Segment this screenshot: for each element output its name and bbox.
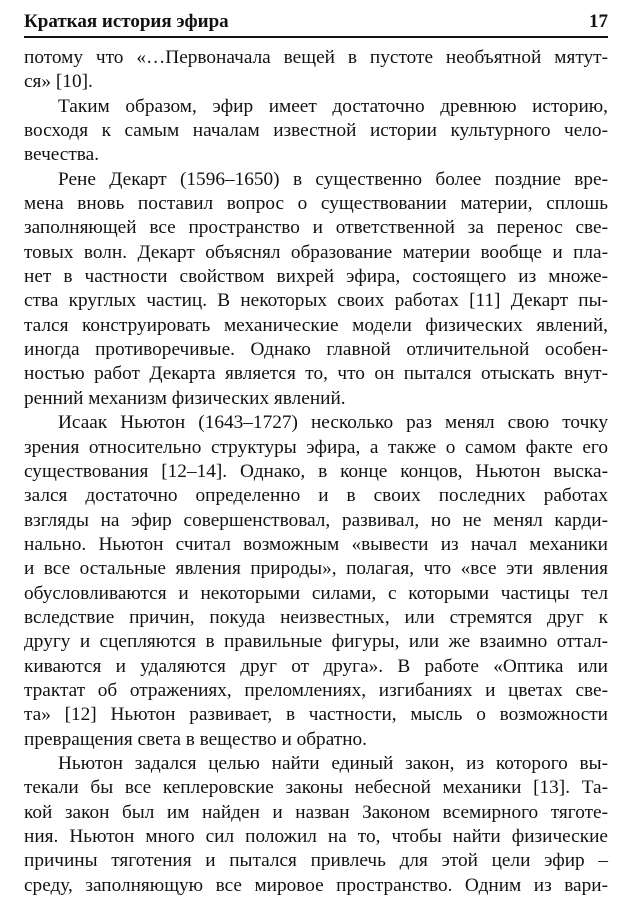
text-line: зался достаточно определенно и в своих последних работах — [24, 485, 608, 507]
text-line: Исаак Ньютон (1643–1727) несколько раз менял свою точку — [58, 412, 608, 434]
text-line: и все остальные явления природы», полагая, что «все эти явления — [24, 558, 608, 580]
text-line: обусловливаются и некоторыми силами, с которыми частицы тел — [24, 582, 608, 604]
text-line: восходя к самым началам известной истории культурного чело- — [24, 120, 608, 142]
text-line: взгляды на эфир совершенствовал, развивал, но не менял карди- — [24, 509, 608, 531]
text-line: ния. Ньютон много сил положил на то, чтобы найти физические — [24, 826, 608, 847]
body-text — [24, 46, 608, 898]
text-line: ства круглых частиц. В некоторых своих работах [11] Декарт пы- — [24, 290, 608, 312]
text-line: вследствие причин, покуда неизвестных, или стремятся друг к — [24, 606, 608, 628]
running-header — [24, 8, 608, 38]
text-line: Рене Декарт (1596–1650) в существенно более поздние вре- — [58, 168, 608, 190]
text-line: зрения относительно структуры эфира, а также о самом факте его — [24, 436, 608, 458]
text-line: ся» [10]. — [24, 71, 93, 93]
text-line: нет в частности свойством вихрей эфира, состоящего из множе- — [24, 266, 608, 288]
text-line: трактат об отражениях, преломлениях, изгибаниях и цветах све- — [24, 679, 608, 701]
text-line: существования [12–14]. Однако, в конце концов, Ньютон выска- — [24, 460, 608, 482]
text-line: иногда противоречивые. Однако главной отличительной особен- — [24, 339, 608, 361]
text-line: среду, заполняющую все мировое пространство. Одним из вари- — [24, 874, 608, 896]
text-line: вечества. — [24, 144, 100, 166]
text-line: причины тяготения и пытался привлечь для этой цели эфир – — [24, 850, 608, 872]
book-page — [24, 8, 608, 898]
text-line: ренний механизм физических явлений. — [24, 387, 346, 409]
text-line: мена вновь поставил вопрос о существовании материи, сплошь — [24, 193, 608, 215]
text-line: кой закон был им найден и назван Законом всемирного тяготе- — [24, 801, 608, 823]
text-line: ностью работ Декарта является то, что он пытался отыскать внут- — [24, 363, 608, 385]
text-line: превращения света в вещество и обратно. — [24, 728, 367, 750]
chapter-title: Краткая история эфира — [24, 11, 229, 32]
page-number: 17 — [589, 11, 608, 32]
text-line: другу и сцепляются в правильные фигуры, или же взаимно оттал- — [24, 631, 608, 653]
text-line: Ньютон задался целью найти единый закон, из которого вы- — [58, 752, 608, 774]
text-line: заполняющей все пространство и ответственной за перенос све- — [24, 217, 608, 239]
text-line: Таким образом, эфир имеет достаточно древнюю историю, — [58, 95, 608, 117]
text-line: киваются и удаляются друг от друга». В работе «Оптика или — [24, 655, 608, 677]
text-line: та» [12] Ньютон развивает, в частности, мысль о возможности — [24, 704, 608, 726]
text-line: товых волн. Декарт объяснял образование материи вообще и пла- — [24, 241, 608, 263]
text-line: текали бы все кеплеровские законы небесной механики [13]. Та- — [24, 777, 608, 799]
text-line: нально. Ньютон считал возможным «вывести из начал механики — [24, 533, 608, 555]
text-line: тался конструировать механические модели физических явлений, — [24, 314, 608, 336]
text-line: потому что «…Первоначала вещей в пустоте необъятной мятут- — [24, 47, 608, 68]
